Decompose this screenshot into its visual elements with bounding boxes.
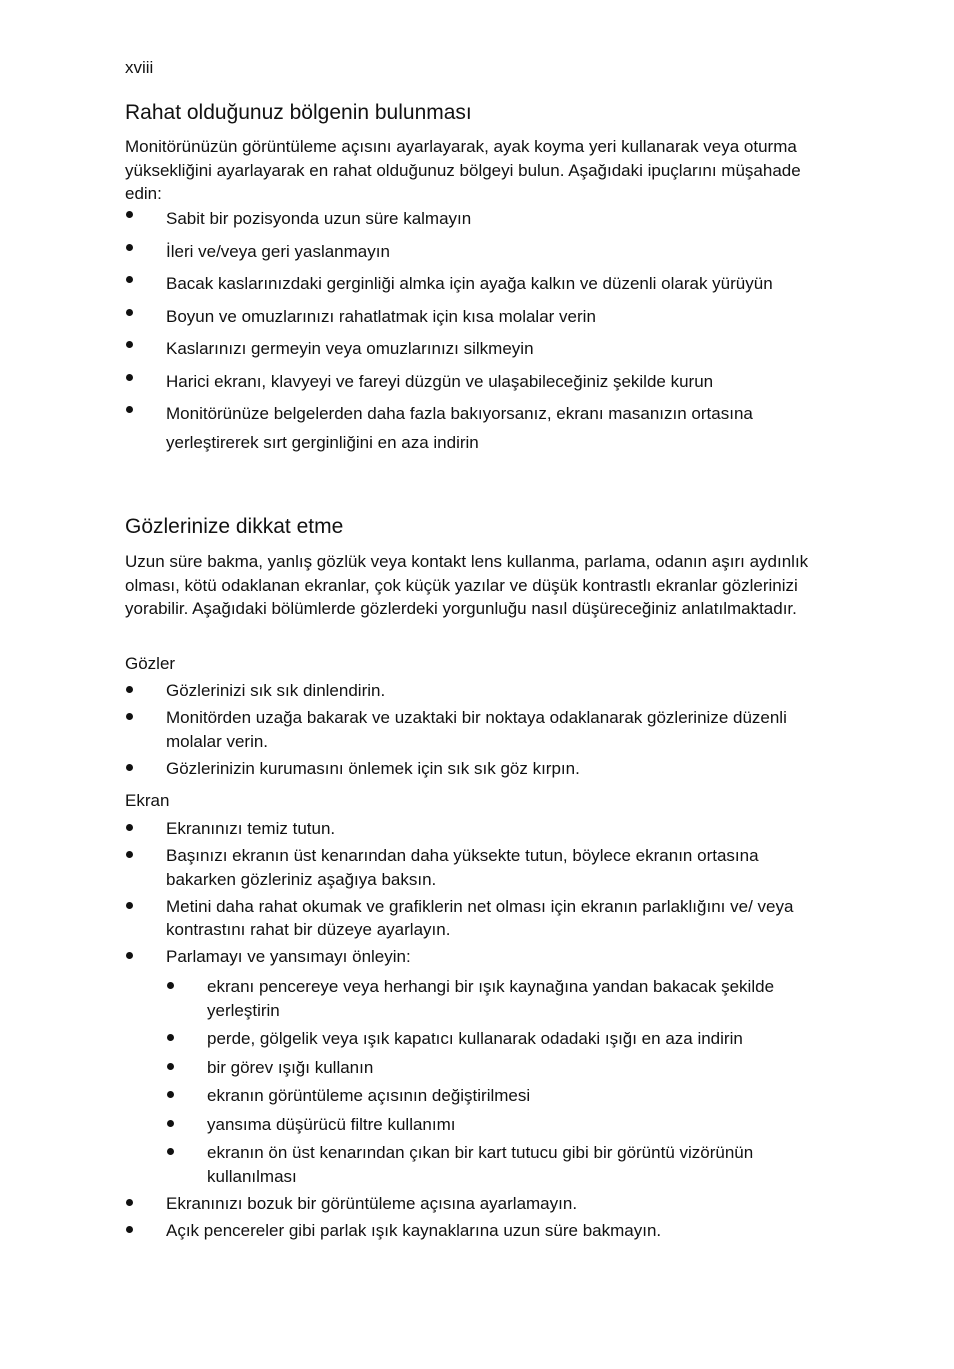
- list-item: Monitörünüze belgelerden daha fazla bakıyorsanız, ekranı masanızın ortasına yerleştirerek sırt gerginliğini en aza indirin: [166, 399, 816, 457]
- bullet-icon: [126, 374, 133, 381]
- list-item: Kaslarınızı germeyin veya omuzlarınızı silkmeyin: [166, 334, 816, 363]
- list-item: Başınızı ekranın üst kenarından daha yüksekte tutun, böylece ekranın ortasına bakarken gözleriniz aşağıya baksın.: [166, 844, 816, 891]
- list-item: Harici ekranı, klavyeyi ve fareyi düzgün ve ulaşabileceğiniz şekilde kurun: [166, 367, 816, 396]
- bullet-icon: [126, 764, 133, 771]
- bullet-icon: [167, 1091, 174, 1098]
- bullet-icon: [126, 244, 133, 251]
- bullet-icon: [126, 1226, 133, 1233]
- screen-tips-list: [166, 817, 816, 972]
- bullet-icon: [167, 1120, 174, 1127]
- bullet-icon: [126, 952, 133, 959]
- bullet-icon: [167, 982, 174, 989]
- bullet-icon: [126, 211, 133, 218]
- list-item: Boyun ve omuzlarınızı rahatlatmak için kısa molalar verin: [166, 302, 816, 331]
- bullet-icon: [167, 1148, 174, 1155]
- list-item: Ekranınızı temiz tutun.: [166, 817, 816, 841]
- glare-tips-sublist: [207, 975, 817, 1193]
- section-paragraph-comfort-zone: Monitörünüzün görüntüleme açısını ayarlayarak, ayak koyma yeri kullanarak veya oturma yüksekliğini ayarlayarak en rahat olduğunuz bölgeyi bulun. Aşağıdaki ipuçlarını müşahade edin:: [125, 137, 801, 203]
- comfort-tips-list: [166, 204, 816, 461]
- list-item: yansıma düşürücü filtre kullanımı: [207, 1113, 817, 1137]
- section-heading-comfort-zone: Rahat olduğunuz bölgenin bulunması: [125, 101, 472, 124]
- list-item: Açık pencereler gibi parlak ışık kaynaklarına uzun süre bakmayın.: [166, 1219, 816, 1243]
- bullet-icon: [167, 1034, 174, 1041]
- bullet-icon: [126, 713, 133, 720]
- subsection-label-eyes: Gözler: [125, 654, 176, 673]
- list-item: Parlamayı ve yansımayı önleyin:: [166, 945, 816, 969]
- list-item: ekranın görüntüleme açısının değiştirilmesi: [207, 1084, 817, 1108]
- bullet-icon: [126, 406, 133, 413]
- screen-final-tips-list: [166, 1192, 816, 1246]
- bullet-icon: [126, 309, 133, 316]
- list-item: Metini daha rahat okumak ve grafiklerin net olması için ekranın parlaklığını ve/ veya kontrastını rahat bir düzeye ayarlayın.: [166, 895, 816, 942]
- bullet-icon: [167, 1063, 174, 1070]
- bullet-icon: [126, 1199, 133, 1206]
- bullet-icon: [126, 851, 133, 858]
- list-item: Sabit bir pozisyonda uzun süre kalmayın: [166, 204, 816, 233]
- subsection-label-screen: Ekran: [125, 791, 170, 810]
- bullet-icon: [126, 276, 133, 283]
- list-item: İleri ve/veya geri yaslanmayın: [166, 237, 816, 266]
- bullet-icon: [126, 686, 133, 693]
- list-item: Gözlerinizi sık sık dinlendirin.: [166, 679, 816, 703]
- bullet-icon: [126, 341, 133, 348]
- list-item: Ekranınızı bozuk bir görüntüleme açısına ayarlamayın.: [166, 1192, 816, 1216]
- list-item: bir görev ışığı kullanın: [207, 1056, 817, 1080]
- section-heading-eye-care: Gözlerinize dikkat etme: [125, 515, 344, 538]
- section-paragraph-eye-care: Uzun süre bakma, yanlış gözlük veya kontakt lens kullanma, parlama, odanın aşırı aydınlık olması, kötü odaklanan ekranlar, çok küçük yazılar ve düşük kontrastlı ekranlar gözlerinizi yorabilir. Aşağıdaki bölümlerde gözlerdeki yorgunluğu nasıl düşüreceğiniz anlatılmaktadır.: [125, 552, 809, 618]
- list-item: perde, gölgelik veya ışık kapatıcı kullanarak odadaki ışığı en aza indirin: [207, 1027, 817, 1051]
- page-number: xviii: [125, 58, 154, 77]
- bullet-icon: [126, 902, 133, 909]
- list-item: Gözlerinizin kurumasını önlemek için sık sık göz kırpın.: [166, 757, 816, 781]
- list-item: ekranın ön üst kenarından çıkan bir kart tutucu gibi bir görüntü vizörünün kullanılması: [207, 1141, 817, 1188]
- bullet-icon: [126, 824, 133, 831]
- eyes-tips-list: [166, 679, 816, 784]
- list-item: ekranı pencereye veya herhangi bir ışık kaynağına yandan bakacak şekilde yerleştirin: [207, 975, 817, 1022]
- list-item: Monitörden uzağa bakarak ve uzaktaki bir noktaya odaklanarak gözlerinize düzenli molalar verin.: [166, 706, 816, 753]
- list-item: Bacak kaslarınızdaki gerginliği almka için ayağa kalkın ve düzenli olarak yürüyün: [166, 269, 816, 298]
